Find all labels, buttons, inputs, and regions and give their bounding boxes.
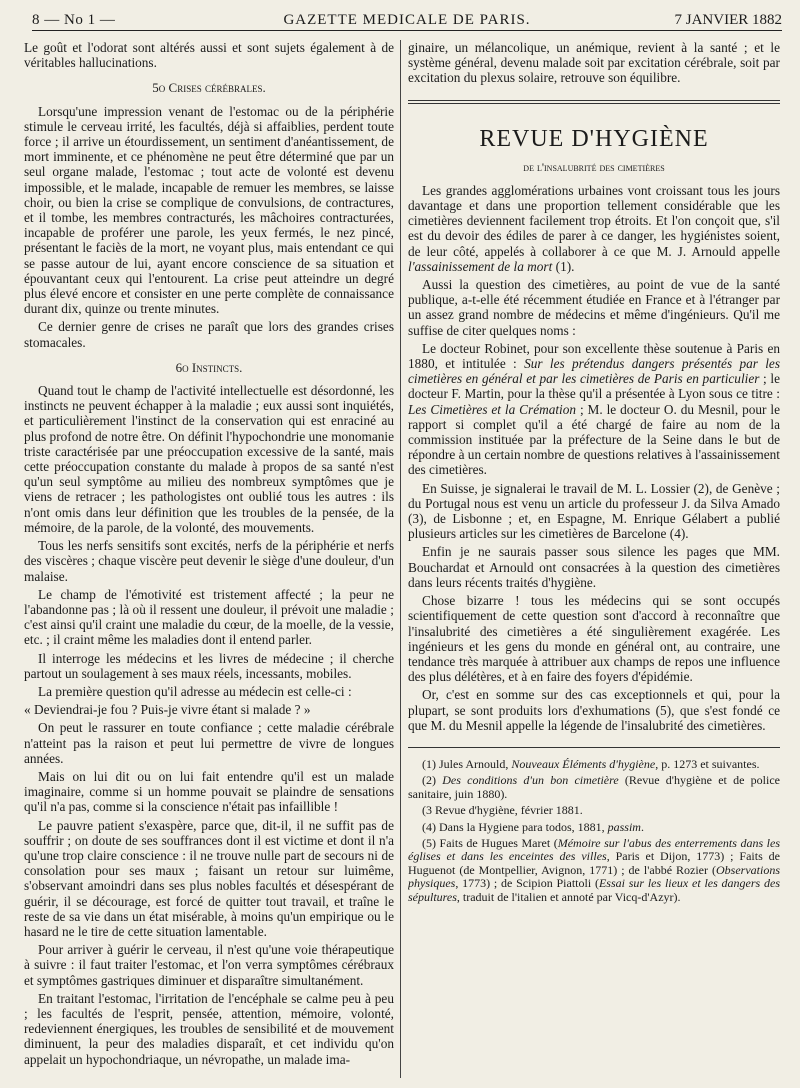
paragraph: Ce dernier genre de crises ne paraît que lors des grandes crises stomacales. bbox=[24, 319, 394, 350]
paragraph: En traitant l'estomac, l'irritation de l'encéphale se calme peu à peu ; les facultés de l'esprit, pensée, attention, mémoire, volonté, redeviennent énergiques, les troubles de sensibilité et de mouvement diminuent, la peur des maladies disparaît, et cet individu qu'on appelait un hypochondriaque, un névropathe, un malade ima- bbox=[24, 990, 394, 1067]
paragraph: Aussi la question des cimetières, au point de vue de la santé publique, a-t-elle été récemment étudiée en France et à l'étranger par un assez grand nombre de médecins et même d'ingénieurs. Qu'il me suffise de citer quelques noms : bbox=[408, 277, 780, 338]
article-title: REVUE D'HYGIÈNE bbox=[479, 125, 709, 152]
paragraph: En Suisse, je signalerai le travail de M. L. Lossier (2), de Genève ; du Portugal nous est venu un article du professeur J. da Silva Amado (3), de Lisbonne ; et, en Espagne, M. Enrique Gélabert a publié plusieurs articles sur les cimetières de Barcelone (4). bbox=[408, 480, 780, 542]
paragraph: Les grandes agglomérations urbaines vont croissant tous les jours davantage et dans une proportion tellement considérable que les cimetières deviennent facilement trop étroits. Et l'on conçoit que, s'il est du devoir des édiles de parer à ce danger, les hygiénistes soient, de leur côté, appelés à collaborer à ce que M. J. Arnould appelle l'assainissement de la mort (1). bbox=[408, 182, 780, 274]
journal-title: GAZETTE MEDICALE DE PARIS. bbox=[283, 12, 531, 28]
page-header bbox=[32, 10, 782, 31]
paragraph: Le champ de l'émotivité est tristement affecté ; la peur ne l'abandonne pas ; là où il ressent une douleur, il prévoit une maladie ; c'est ainsi qu'il craint une maladie du cœur, de la moelle, de la vessie, etc. ; il craint même les maladies dont il entend parler. bbox=[24, 586, 394, 648]
section-rule bbox=[408, 100, 780, 104]
paragraph: Il interroge les médecins et les livres de médecine ; il cherche partout un soulagement à ses maux réels, incessants, mobiles. bbox=[24, 650, 394, 681]
footnote: (2) Des conditions d'un bon cimetière (Revue d'hygiène et de police sanitaire, juin 1880). bbox=[408, 773, 780, 801]
quotation: « Deviendrai-je fou ? Puis-je vivre étant si malade ? » bbox=[24, 702, 311, 718]
section-heading: 5o Crises cérébrales. bbox=[152, 80, 266, 96]
footnote: (4) Dans la Hygiene para todos, 1881, passim. bbox=[422, 819, 644, 834]
paragraph: Quand tout le champ de l'activité intellectuelle est désordonné, les instincts ne peuvent échapper à la maladie ; eux aussi sont inquiétés, et particulièrement l'instinct de la conservation qui est enraciné au plus profond de notre être. On définit l'hypochondrie une monomanie triste caractérisée par une préoccupation excessive de la santé, mais cette préoccupation constante du malade à propos de sa santé n'est qu'un seul symptôme au milieu des nombreux symptômes que je viens de retracer ; les pathologistes ont oublié tous les autres : ils n'ont omis dans leur définition que les troubles de la pensée, de la mémoire, de la parole, de la volonté, des mouvements. bbox=[24, 383, 394, 535]
paragraph: La première question qu'il adresse au médecin est celle-ci : bbox=[38, 683, 352, 699]
paragraph: Mais on lui dit ou on lui fait entendre qu'il est un malade imaginaire, comme si un homme pouvait se plaindre de sensations qu'il n'a pas, comme si la conscience n'était pas infaillible ! bbox=[24, 768, 394, 815]
section-heading: 6o Instincts. bbox=[175, 359, 243, 375]
paragraph: Le pauvre patient s'exaspère, parce que, dit-il, il ne suffit pas de souffrir ; on doute de ses souffrances dont il est victime et dont il n'a qu'une trop claire conscience : il ne trouve nulle part de secours ni de consolation pour ses maux ; faisant un retour sur luimême, s'observant amoindri dans ses plus nobles facultés et désespérant de guérir, il se décourage, est forcé de quitter tout travail, et traîne le reste de sa vie dans un état misérable, à moins qu'un empirique ou le hasard ne le tire de cette situation lamentable. bbox=[24, 817, 394, 939]
left-column bbox=[24, 40, 394, 1080]
footnote: (3 Revue d'hygiène, février 1881. bbox=[422, 803, 583, 818]
footnote-rule bbox=[408, 747, 780, 748]
footnote: (1) Jules Arnould, Nouveaux Éléments d'hygiène, p. 1273 et suivantes. bbox=[422, 756, 760, 771]
paragraph: ginaire, un mélancolique, un anémique, revient à la santé ; et le système général, devenu malade soit par excitation cérébrale, soit par excitation du plexus solaire, retrouve son équilibre. bbox=[408, 40, 780, 86]
paragraph: Chose bizarre ! tous les médecins qui se sont occupés scientifiquement de cette question sont d'accord à reconnaître que l'insalubrité des cimetières a été singulièrement exagérée. Les ingénieurs et les gens du monde en général ont, au contraire, une tendance très marquée à attribuer aux champs de repos une influence des plus délétères, et à en faire des foyers d'épidémie. bbox=[408, 593, 780, 685]
paragraph: Le goût et l'odorat sont altérés aussi et sont sujets également à de véritables hallucinations. bbox=[24, 40, 394, 71]
paragraph: Pour arriver à guérir le cerveau, il n'est qu'une voie thérapeutique à suivre : il faut traiter l'estomac, et l'on verra symptômes cérébraux et symptômes gastriques diminuer et disparaître simultanément. bbox=[24, 942, 394, 988]
page-number: 8 — No 1 — bbox=[32, 12, 116, 28]
paragraph: Lorsqu'une impression venant de l'estomac ou de la périphérie stimule le cerveau irrité, les facultés, déjà si affaiblies, perdent toute force ; il arrive un étourdissement, un sentiment d'anéantissement, de mort imminente, et ce phénomène ne peut être déterminé que par un seul organe malade, l'estomac ; tout acte de volonté est devenu impossible, et le malade, incapable de remuer les membres, se laisse choir, ou bien la crise se complique de convulsions, de contractures, et il tombe, les membres contracturés, les mâchoires contracturées, incapable de proférer une parole, les yeux fermés, le nez pincé, présentant le faciès de la mort, ne voyant plus, mais entendant ce qui se passe autour de lui, ayant encore conscience de sa situation et épouvantant ceux qui l'entourent. La crise peut atteindre un degré plus élevé encore et consister en une perte complète de connaissance durant dix, quinze ou trente minutes. bbox=[24, 103, 394, 317]
paragraph: Or, c'est en somme sur des cas exceptionnels et qui, pour la plupart, se sont produits lors d'exhumations (5), que s'est fondé ce que M. du Mesnil appelle la légende de l'insalubrité des cimetières. bbox=[408, 687, 780, 733]
paragraph: Tous les nerfs sensitifs sont excités, nerfs de la périphérie et nerfs des viscères ; chaque viscère peut devenir le siège d'une douleur, d'un malaise. bbox=[24, 538, 394, 584]
issue-date: 7 JANVIER 1882 bbox=[674, 12, 782, 28]
footnote: (5) Faits de Hugues Maret (Mémoire sur l'abus des enterrements dans les églises et dans les enceintes des villes, Paris et Dijon, 1773) ; Faits de Huguenot (de Montpellier, Avignon, 1771) ; de l'abbé Rozier (Observations physiques, 1773) ; de Scipion Piattoli (Essai sur les lieux et les dangers des sépultures, traduit de l'italien et annoté par Vicq-d'Azyr). bbox=[408, 835, 780, 904]
article-subtitle: de l'insalubrité des cimetières bbox=[523, 159, 665, 174]
column-divider bbox=[400, 40, 401, 1078]
paragraph: On peut le rassurer en toute confiance ; cette maladie cérébrale n'atteint pas la raison et peut lui permettre de vivre de longues années. bbox=[24, 720, 394, 766]
footnotes bbox=[408, 758, 780, 904]
paragraph: Enfin je ne saurais passer sous silence les pages que MM. Bouchardat et Arnould ont consacrées à la question des cimetières dans leurs récents traités d'hygiène. bbox=[408, 544, 780, 590]
paragraph: Le docteur Robinet, pour son excellente thèse soutenue à Paris en 1880, et intitulée : Sur les prétendus dangers présentés par les cimetières en général et par les cimetières de Paris en particulier ; le docteur F. Martin, pour la thèse qu'il a présentée à Lyon sous ce titre : Les Cimetières et la Crémation ; M. le docteur O. du Mesnil, pour le rapport si complet qu'il a été chargé de faire au nom de la commission instituée par la préfecture de la Seine dans le but de répondre à un certain nombre de questions relatives à l'assainissement des cimetières. bbox=[408, 340, 780, 478]
right-column bbox=[408, 40, 780, 1080]
